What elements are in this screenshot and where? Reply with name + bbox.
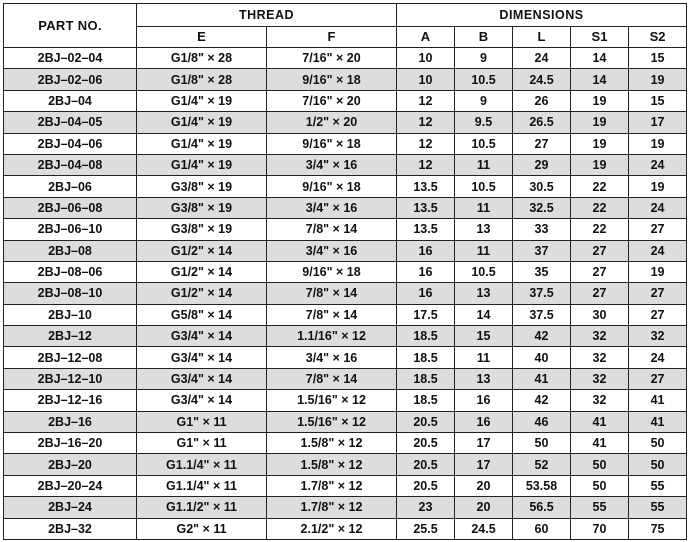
cell-dim-b: 17 [455, 433, 513, 454]
cell-dim-s1: 50 [571, 454, 629, 475]
cell-dim-l: 33 [513, 219, 571, 240]
cell-dim-s2: 50 [629, 433, 687, 454]
cell-dim-l: 37 [513, 240, 571, 261]
cell-thread-f: 1.7/8" × 12 [267, 475, 397, 496]
cell-dim-b: 10.5 [455, 261, 513, 282]
table-row [4, 518, 687, 539]
header-dimensions: DIMENSIONS [397, 4, 687, 27]
cell-thread-e: G1/4" × 19 [137, 112, 267, 133]
cell-dim-b: 9.5 [455, 112, 513, 133]
cell-dim-b: 11 [455, 154, 513, 175]
cell-dim-s2: 24 [629, 347, 687, 368]
cell-dim-s2: 24 [629, 154, 687, 175]
cell-dim-l: 29 [513, 154, 571, 175]
table-row [4, 283, 687, 304]
cell-dim-l: 24 [513, 48, 571, 69]
cell-thread-e: G3/8" × 19 [137, 219, 267, 240]
dimension-table [3, 3, 687, 540]
cell-thread-e: G1/4" × 19 [137, 133, 267, 154]
cell-part-no: 2BJ–32 [4, 518, 137, 539]
cell-dim-s2: 19 [629, 69, 687, 90]
cell-dim-a: 13.5 [397, 197, 455, 218]
cell-part-no: 2BJ–08–10 [4, 283, 137, 304]
cell-part-no: 2BJ–20–24 [4, 475, 137, 496]
cell-thread-e: G3/8" × 19 [137, 197, 267, 218]
cell-part-no: 2BJ–16–20 [4, 433, 137, 454]
cell-thread-e: G3/4" × 14 [137, 326, 267, 347]
cell-part-no: 2BJ–12 [4, 326, 137, 347]
cell-dim-b: 13 [455, 368, 513, 389]
table-row [4, 48, 687, 69]
cell-dim-b: 16 [455, 411, 513, 432]
cell-thread-f: 7/8" × 14 [267, 283, 397, 304]
cell-dim-s2: 27 [629, 368, 687, 389]
cell-dim-l: 37.5 [513, 283, 571, 304]
cell-dim-s1: 70 [571, 518, 629, 539]
cell-thread-f: 1.1/16" × 12 [267, 326, 397, 347]
cell-dim-b: 17 [455, 454, 513, 475]
table-row [4, 475, 687, 496]
table-body [4, 48, 687, 540]
cell-thread-e: G1/2" × 14 [137, 240, 267, 261]
cell-dim-b: 14 [455, 304, 513, 325]
cell-thread-e: G1.1/2" × 11 [137, 497, 267, 518]
cell-thread-f: 1.5/16" × 12 [267, 411, 397, 432]
table-row [4, 261, 687, 282]
table-row [4, 368, 687, 389]
table-row [4, 390, 687, 411]
cell-dim-s2: 19 [629, 133, 687, 154]
cell-dim-a: 20.5 [397, 433, 455, 454]
cell-dim-s1: 41 [571, 433, 629, 454]
table-row [4, 240, 687, 261]
cell-dim-s1: 19 [571, 133, 629, 154]
cell-dim-a: 18.5 [397, 347, 455, 368]
cell-thread-f: 3/4" × 16 [267, 154, 397, 175]
cell-dim-s2: 15 [629, 48, 687, 69]
cell-thread-e: G1/4" × 19 [137, 90, 267, 111]
cell-thread-f: 7/8" × 14 [267, 368, 397, 389]
cell-dim-a: 16 [397, 240, 455, 261]
cell-dim-s2: 27 [629, 219, 687, 240]
cell-dim-s1: 32 [571, 390, 629, 411]
table-row [4, 197, 687, 218]
cell-dim-a: 10 [397, 69, 455, 90]
header-row-group [4, 4, 687, 27]
table-row [4, 112, 687, 133]
table-row [4, 497, 687, 518]
cell-thread-f: 7/16" × 20 [267, 90, 397, 111]
header-e: E [137, 27, 267, 48]
cell-thread-f: 9/16" × 18 [267, 133, 397, 154]
cell-dim-s1: 19 [571, 112, 629, 133]
table-row [4, 347, 687, 368]
cell-part-no: 2BJ–12–10 [4, 368, 137, 389]
cell-thread-e: G1/2" × 14 [137, 261, 267, 282]
table-row [4, 411, 687, 432]
cell-dim-a: 18.5 [397, 390, 455, 411]
table-row [4, 90, 687, 111]
cell-dim-b: 20 [455, 475, 513, 496]
cell-dim-s1: 27 [571, 240, 629, 261]
cell-dim-l: 27 [513, 133, 571, 154]
cell-dim-a: 13.5 [397, 176, 455, 197]
cell-dim-l: 50 [513, 433, 571, 454]
cell-dim-s2: 41 [629, 390, 687, 411]
cell-dim-b: 11 [455, 347, 513, 368]
table-row [4, 176, 687, 197]
cell-thread-e: G1/2" × 14 [137, 283, 267, 304]
cell-dim-s2: 27 [629, 283, 687, 304]
cell-thread-e: G1" × 11 [137, 411, 267, 432]
header-s1: S1 [571, 27, 629, 48]
cell-dim-l: 56.5 [513, 497, 571, 518]
cell-thread-e: G1/4" × 19 [137, 154, 267, 175]
cell-dim-l: 26.5 [513, 112, 571, 133]
cell-thread-e: G1/8" × 28 [137, 48, 267, 69]
cell-dim-s1: 32 [571, 347, 629, 368]
header-s2: S2 [629, 27, 687, 48]
cell-thread-e: G1.1/4" × 11 [137, 475, 267, 496]
cell-dim-l: 53.58 [513, 475, 571, 496]
cell-thread-f: 7/16" × 20 [267, 48, 397, 69]
cell-thread-e: G3/4" × 14 [137, 347, 267, 368]
cell-part-no: 2BJ–04–08 [4, 154, 137, 175]
header-f: F [267, 27, 397, 48]
cell-thread-f: 2.1/2" × 12 [267, 518, 397, 539]
cell-thread-f: 3/4" × 16 [267, 197, 397, 218]
cell-dim-s1: 22 [571, 197, 629, 218]
cell-thread-f: 3/4" × 16 [267, 240, 397, 261]
cell-dim-a: 18.5 [397, 368, 455, 389]
cell-dim-s1: 27 [571, 261, 629, 282]
cell-dim-a: 16 [397, 261, 455, 282]
cell-part-no: 2BJ–06–10 [4, 219, 137, 240]
cell-thread-e: G1.1/4" × 11 [137, 454, 267, 475]
cell-part-no: 2BJ–08–06 [4, 261, 137, 282]
cell-thread-e: G3/4" × 14 [137, 368, 267, 389]
cell-dim-a: 12 [397, 133, 455, 154]
cell-dim-s1: 22 [571, 219, 629, 240]
cell-dim-l: 42 [513, 390, 571, 411]
cell-part-no: 2BJ–20 [4, 454, 137, 475]
cell-dim-s2: 75 [629, 518, 687, 539]
cell-dim-s1: 30 [571, 304, 629, 325]
table-row [4, 154, 687, 175]
cell-dim-b: 13 [455, 219, 513, 240]
cell-dim-b: 15 [455, 326, 513, 347]
cell-thread-f: 1.5/8" × 12 [267, 454, 397, 475]
cell-thread-e: G1/8" × 28 [137, 69, 267, 90]
cell-dim-s1: 55 [571, 497, 629, 518]
cell-dim-s1: 32 [571, 368, 629, 389]
cell-part-no: 2BJ–24 [4, 497, 137, 518]
cell-dim-s1: 19 [571, 90, 629, 111]
cell-part-no: 2BJ–06–08 [4, 197, 137, 218]
cell-dim-s1: 41 [571, 411, 629, 432]
dimension-table-container [3, 3, 687, 540]
table-row [4, 326, 687, 347]
cell-dim-a: 18.5 [397, 326, 455, 347]
cell-thread-e: G3/4" × 14 [137, 390, 267, 411]
cell-dim-l: 60 [513, 518, 571, 539]
cell-dim-a: 16 [397, 283, 455, 304]
cell-part-no: 2BJ–04–05 [4, 112, 137, 133]
cell-dim-s2: 55 [629, 497, 687, 518]
cell-dim-a: 12 [397, 112, 455, 133]
cell-dim-a: 20.5 [397, 411, 455, 432]
cell-dim-s1: 19 [571, 154, 629, 175]
cell-dim-b: 13 [455, 283, 513, 304]
cell-thread-e: G1" × 11 [137, 433, 267, 454]
cell-part-no: 2BJ–04–06 [4, 133, 137, 154]
cell-dim-b: 24.5 [455, 518, 513, 539]
cell-dim-s2: 15 [629, 90, 687, 111]
cell-dim-b: 10.5 [455, 176, 513, 197]
cell-dim-s2: 19 [629, 261, 687, 282]
cell-dim-l: 26 [513, 90, 571, 111]
cell-thread-e: G3/8" × 19 [137, 176, 267, 197]
cell-thread-e: G5/8" × 14 [137, 304, 267, 325]
cell-part-no: 2BJ–02–04 [4, 48, 137, 69]
cell-dim-a: 20.5 [397, 475, 455, 496]
cell-dim-b: 10.5 [455, 133, 513, 154]
cell-part-no: 2BJ–16 [4, 411, 137, 432]
cell-thread-f: 1/2" × 20 [267, 112, 397, 133]
cell-dim-s1: 14 [571, 48, 629, 69]
cell-dim-l: 35 [513, 261, 571, 282]
cell-thread-f: 1.7/8" × 12 [267, 497, 397, 518]
cell-part-no: 2BJ–12–08 [4, 347, 137, 368]
cell-dim-a: 10 [397, 48, 455, 69]
cell-dim-l: 32.5 [513, 197, 571, 218]
cell-dim-s2: 17 [629, 112, 687, 133]
cell-dim-s1: 22 [571, 176, 629, 197]
cell-dim-l: 42 [513, 326, 571, 347]
header-thread: THREAD [137, 4, 397, 27]
cell-dim-l: 30.5 [513, 176, 571, 197]
cell-dim-b: 16 [455, 390, 513, 411]
cell-dim-a: 12 [397, 154, 455, 175]
cell-dim-b: 9 [455, 90, 513, 111]
table-row [4, 69, 687, 90]
cell-thread-f: 1.5/8" × 12 [267, 433, 397, 454]
table-row [4, 454, 687, 475]
cell-dim-l: 24.5 [513, 69, 571, 90]
table-row [4, 304, 687, 325]
cell-dim-b: 11 [455, 197, 513, 218]
cell-dim-s2: 41 [629, 411, 687, 432]
cell-thread-f: 1.5/16" × 12 [267, 390, 397, 411]
cell-dim-s2: 50 [629, 454, 687, 475]
cell-dim-l: 52 [513, 454, 571, 475]
cell-dim-s1: 32 [571, 326, 629, 347]
cell-thread-f: 7/8" × 14 [267, 304, 397, 325]
cell-dim-s2: 24 [629, 240, 687, 261]
cell-dim-s2: 55 [629, 475, 687, 496]
cell-dim-s2: 27 [629, 304, 687, 325]
cell-thread-e: G2" × 11 [137, 518, 267, 539]
cell-dim-a: 23 [397, 497, 455, 518]
cell-dim-s1: 27 [571, 283, 629, 304]
cell-dim-l: 46 [513, 411, 571, 432]
table-row [4, 133, 687, 154]
cell-dim-a: 12 [397, 90, 455, 111]
cell-dim-l: 37.5 [513, 304, 571, 325]
cell-dim-b: 9 [455, 48, 513, 69]
cell-dim-a: 25.5 [397, 518, 455, 539]
header-b: B [455, 27, 513, 48]
header-a: A [397, 27, 455, 48]
cell-part-no: 2BJ–06 [4, 176, 137, 197]
header-l: L [513, 27, 571, 48]
cell-dim-s2: 24 [629, 197, 687, 218]
cell-dim-l: 40 [513, 347, 571, 368]
cell-dim-a: 13.5 [397, 219, 455, 240]
cell-dim-b: 20 [455, 497, 513, 518]
cell-dim-s2: 19 [629, 176, 687, 197]
table-row [4, 219, 687, 240]
cell-thread-f: 9/16" × 18 [267, 261, 397, 282]
cell-part-no: 2BJ–02–06 [4, 69, 137, 90]
cell-thread-f: 9/16" × 18 [267, 176, 397, 197]
cell-part-no: 2BJ–08 [4, 240, 137, 261]
cell-dim-a: 17.5 [397, 304, 455, 325]
cell-dim-s1: 14 [571, 69, 629, 90]
cell-dim-b: 11 [455, 240, 513, 261]
cell-part-no: 2BJ–10 [4, 304, 137, 325]
cell-dim-s1: 50 [571, 475, 629, 496]
cell-thread-f: 9/16" × 18 [267, 69, 397, 90]
cell-dim-b: 10.5 [455, 69, 513, 90]
cell-dim-s2: 32 [629, 326, 687, 347]
cell-thread-f: 7/8" × 14 [267, 219, 397, 240]
cell-part-no: 2BJ–12–16 [4, 390, 137, 411]
header-part-no: PART NO. [4, 4, 137, 48]
cell-part-no: 2BJ–04 [4, 90, 137, 111]
cell-dim-a: 20.5 [397, 454, 455, 475]
cell-thread-f: 3/4" × 16 [267, 347, 397, 368]
cell-dim-l: 41 [513, 368, 571, 389]
table-row [4, 433, 687, 454]
